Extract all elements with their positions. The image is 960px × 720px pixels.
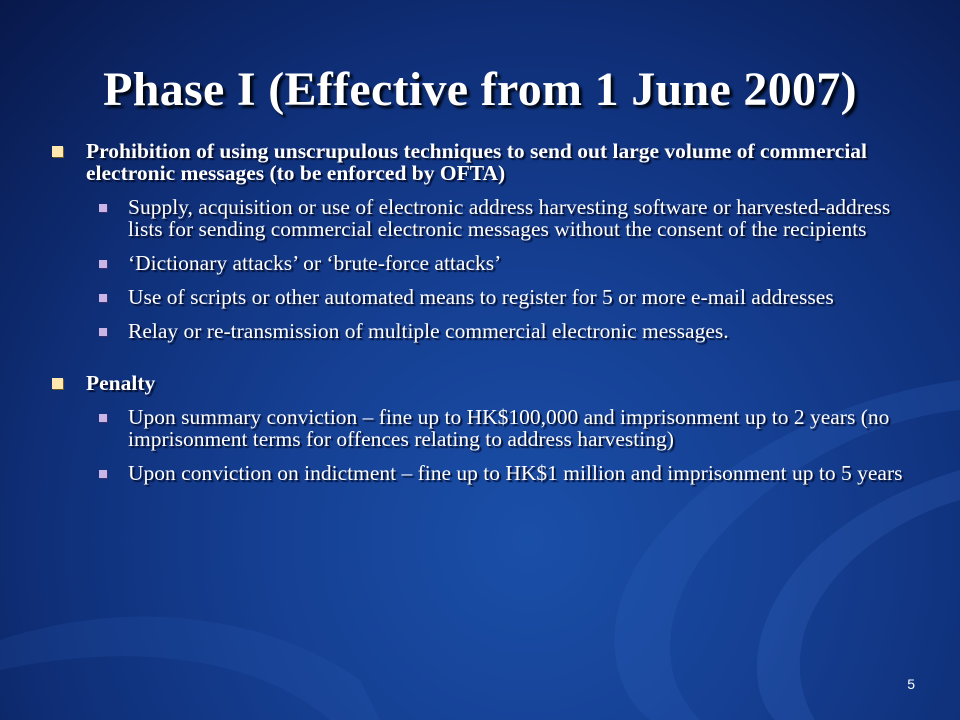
small-square-bullet-icon xyxy=(99,294,107,302)
sub-bullet-text: Use of scripts or other automated means to register for 5 or more e-mail addresses xyxy=(128,285,834,309)
bullet-prohibition xyxy=(48,140,918,184)
slide-title: Phase I (Effective from 1 June 2007) xyxy=(103,63,857,116)
small-square-bullet-icon xyxy=(99,470,107,478)
slide-content xyxy=(48,140,918,496)
sub-bullet-summary-conviction xyxy=(48,406,918,450)
sub-bullet-relay xyxy=(48,320,918,342)
bullet-penalty-text: Penalty xyxy=(86,371,156,395)
sub-bullet-harvesting xyxy=(48,196,918,240)
small-square-bullet-icon xyxy=(99,414,107,422)
sub-bullet-scripts xyxy=(48,286,918,308)
square-bullet-icon xyxy=(52,378,63,389)
bullet-penalty xyxy=(48,372,918,394)
spacer xyxy=(48,354,918,372)
sub-bullet-text: Supply, acquisition or use of electronic address harvesting software or harvested-address lists for sending commercial electronic messages without the consent of the recipients xyxy=(128,195,891,241)
square-bullet-icon xyxy=(52,146,63,157)
sub-bullet-text: ‘Dictionary attacks’ or ‘brute-force attacks’ xyxy=(128,251,502,275)
sub-bullet-text: Upon summary conviction – fine up to HK$100,000 and imprisonment up to 2 years (no imprisonment terms for offences relating to address harvesting) xyxy=(128,405,890,451)
sub-bullet-dictionary-attacks xyxy=(48,252,918,274)
small-square-bullet-icon xyxy=(99,260,107,268)
page-number: 5 xyxy=(907,676,915,692)
sub-bullet-text: Upon conviction on indictment – fine up to HK$1 million and imprisonment up to 5 years xyxy=(128,461,903,485)
sub-bullet-indictment xyxy=(48,462,918,484)
sub-bullet-text: Relay or re-transmission of multiple commercial electronic messages. xyxy=(128,319,729,343)
bullet-prohibition-text: Prohibition of using unscrupulous techniques to send out large volume of commercial electronic messages (to be enforced by OFTA) xyxy=(86,139,868,185)
small-square-bullet-icon xyxy=(99,328,107,336)
small-square-bullet-icon xyxy=(99,204,107,212)
